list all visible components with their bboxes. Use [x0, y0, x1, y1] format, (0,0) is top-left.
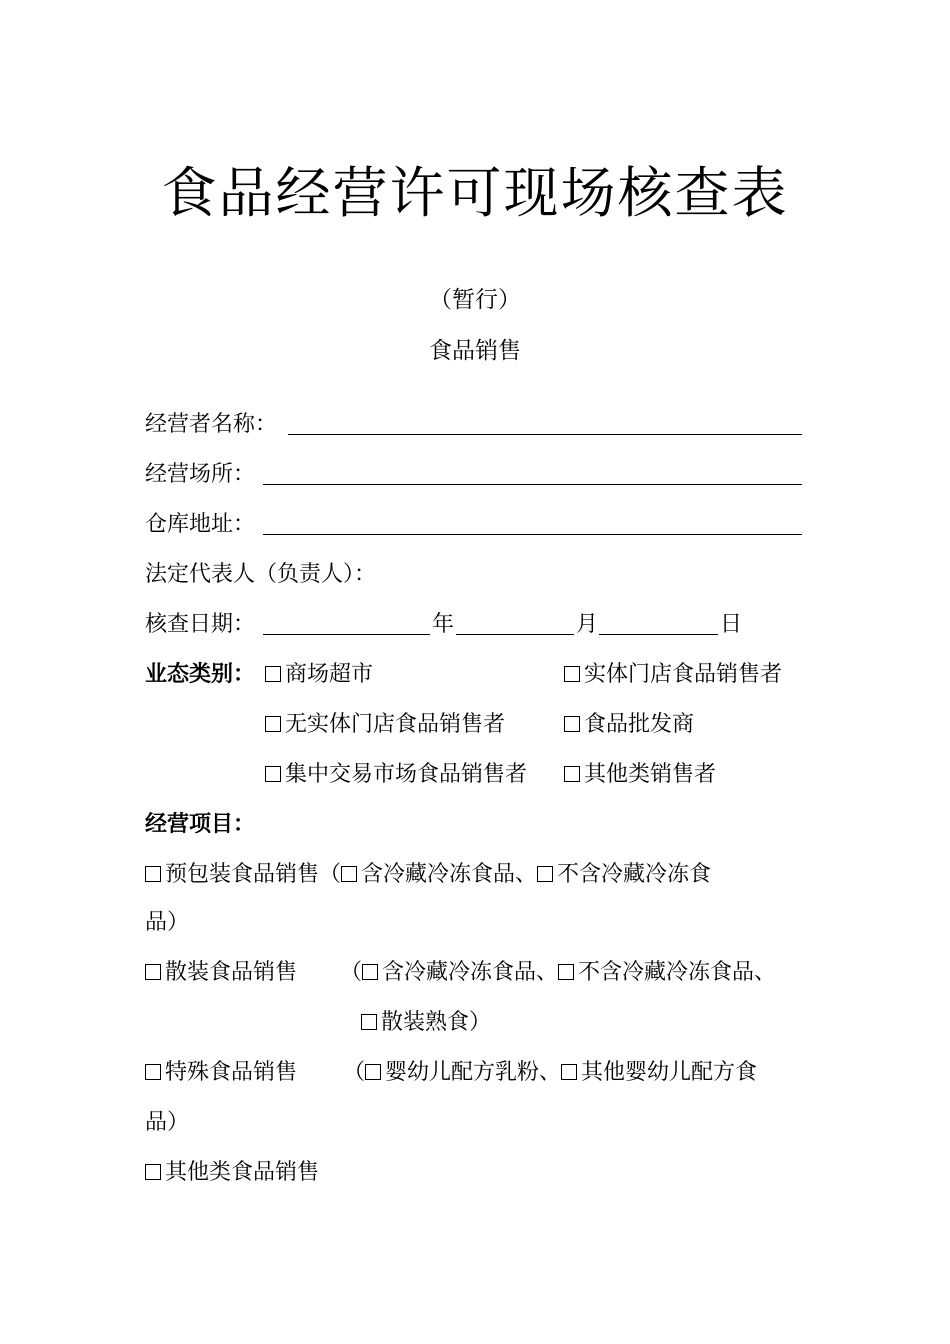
item-bulk-options: （ 含冷藏冷冻食品、 不含冷藏冷冻食品、 [340, 960, 777, 985]
checkbox[interactable] [361, 1014, 377, 1030]
subtitle: （暂行） [429, 287, 521, 313]
checkbox[interactable] [145, 1064, 161, 1080]
premises-label: 经营场所： [145, 462, 256, 487]
checkbox[interactable] [564, 716, 580, 732]
operator-name-field[interactable] [288, 434, 802, 435]
item-other[interactable]: 其他类食品销售 [145, 1156, 319, 1190]
checkbox[interactable] [145, 866, 161, 882]
checkbox[interactable] [362, 964, 378, 980]
day-label: 日 [720, 612, 743, 637]
business-type-option-wholesaler[interactable]: 食品批发商 [564, 708, 694, 742]
checkbox[interactable] [341, 866, 357, 882]
checkbox[interactable] [537, 866, 553, 882]
checkbox[interactable] [265, 766, 281, 782]
checkbox[interactable] [145, 1164, 161, 1180]
item-prepackaged[interactable]: 预包装食品销售（ 含冷藏冷冻食品、 不含冷藏冷冻食 [145, 858, 711, 892]
business-items-label: 经营项目： [145, 812, 256, 837]
date-label: 核查日期： [145, 612, 256, 637]
month-field[interactable] [456, 634, 574, 635]
item-special[interactable]: 特殊食品销售 [145, 1056, 297, 1090]
checkbox[interactable] [561, 1064, 577, 1080]
checkbox[interactable] [265, 716, 281, 732]
operator-name-label: 经营者名称： [145, 412, 278, 437]
checkbox[interactable] [145, 964, 161, 980]
legal-rep-label: 法定代表人（负责人）： [145, 562, 377, 587]
premises-field[interactable] [263, 484, 802, 485]
item-special-tail: 品） [145, 1110, 190, 1135]
warehouse-label: 仓库地址： [145, 512, 256, 537]
category-heading: 食品销售 [429, 338, 521, 364]
year-label: 年 [432, 612, 455, 637]
checkbox[interactable] [365, 1064, 381, 1080]
checkbox[interactable] [265, 666, 281, 682]
business-type-option-market[interactable]: 集中交易市场食品销售者 [265, 758, 527, 792]
checkbox[interactable] [564, 766, 580, 782]
checkbox[interactable] [564, 666, 580, 682]
warehouse-field[interactable] [263, 534, 802, 535]
business-type-option-supermarket[interactable]: 商场超市 [265, 658, 373, 692]
item-bulk-cooked[interactable]: 散装熟食） [361, 1006, 491, 1040]
business-type-option-physical-store[interactable]: 实体门店食品销售者 [564, 658, 782, 692]
item-special-options: （ 婴幼儿配方乳粉、 其他婴幼儿配方食 [343, 1060, 758, 1085]
item-prepackaged-tail: 品） [145, 910, 190, 935]
checkbox[interactable] [558, 964, 574, 980]
day-field[interactable] [599, 634, 718, 635]
year-field[interactable] [263, 634, 430, 635]
month-label: 月 [576, 612, 599, 637]
item-bulk[interactable]: 散装食品销售 [145, 956, 297, 990]
page-title: 食品经营许可现场核查表 [161, 161, 789, 225]
business-type-option-online-store[interactable]: 无实体门店食品销售者 [265, 708, 505, 742]
business-type-label: 业态类别： [145, 662, 256, 687]
business-type-option-other[interactable]: 其他类销售者 [564, 758, 716, 792]
